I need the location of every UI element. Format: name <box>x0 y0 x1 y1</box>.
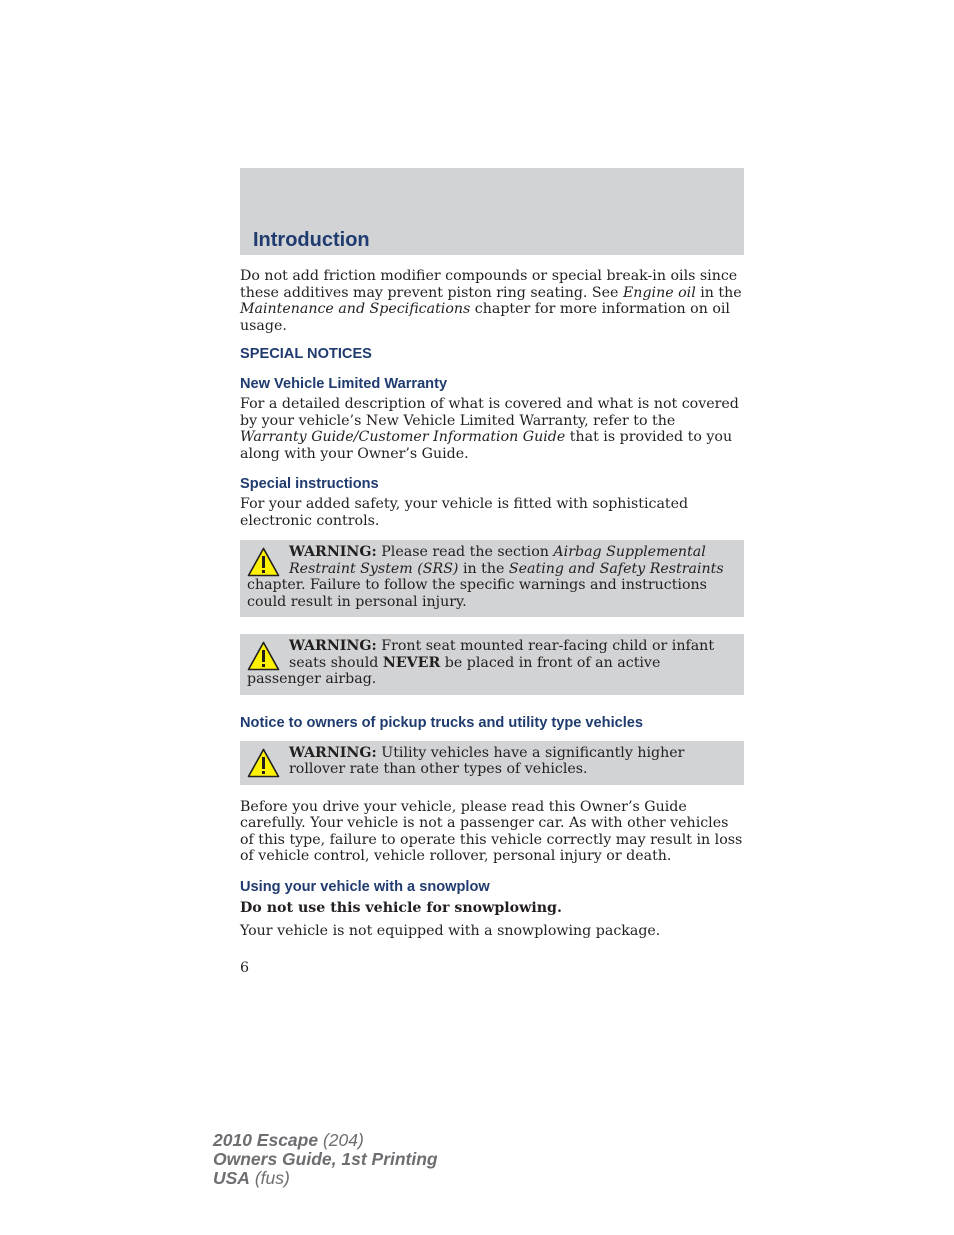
snowplow-paragraph: Your vehicle is not equipped with a snowplowing package. <box>240 923 661 939</box>
snowplow-heading: Using your vehicle with a snowplow <box>240 878 490 895</box>
section-header-band <box>240 168 744 255</box>
footer-line-1 <box>213 1131 438 1150</box>
warning-text-2: be placed in front of an active passenger airbag. <box>247 654 661 687</box>
warning-box-child-seat <box>240 634 744 695</box>
warning-triangle-icon <box>247 748 280 778</box>
pickup-notice-heading: Notice to owners of pickup trucks and utility type vehicles <box>240 714 644 731</box>
warning-text-2: in the <box>458 560 509 577</box>
warning-box-rollover <box>240 741 744 785</box>
special-instructions-paragraph: For your added safety, your vehicle is fitted with sophisticated electronic controls. <box>240 496 689 529</box>
warning-triangle-icon <box>247 641 280 671</box>
pickup-paragraph: Before you drive your vehicle, please read this Owner’s Guide carefully. Your vehicle is not a passenger car. As with other vehicles of this type, failure to operate this vehicle correctly may result in loss of vehicle control, vehicle rollover, personal injury or death. <box>240 798 743 864</box>
footer-model-code: (204) <box>318 1130 364 1150</box>
intro-text-2: in the <box>695 284 742 301</box>
airbag-section-reference: Airbag Supplemental Restraint System (SRS) <box>289 544 706 577</box>
warning-triangle-icon <box>247 547 280 577</box>
warning-text: Front seat mounted rear-facing child or infant seats should <box>289 638 715 671</box>
footer-market: USA <box>213 1168 250 1188</box>
footer-line-2 <box>213 1150 438 1169</box>
warning-text-3: chapter. Failure to follow the specific warnings and instructions could result in personal injury. <box>247 577 707 610</box>
footer-market-code: (fus) <box>249 1168 290 1188</box>
warning-never-emphasis: NEVER <box>382 654 441 671</box>
footer-model: 2010 Escape <box>213 1130 319 1150</box>
warning-label: WARNING: <box>289 744 377 761</box>
intro-text: Do not add friction modifier compounds or special break-in oils since these additives may prevent piston ring seating. See <box>240 268 738 301</box>
warning-box-airbag <box>240 540 744 617</box>
warranty-text: For a detailed description of what is covered and what is not covered by your vehicle’s New Vehicle Limited Warranty, refer to the <box>240 396 739 429</box>
footer-guide-edition: Owners Guide, 1st Printing <box>213 1149 438 1169</box>
special-notices-heading: SPECIAL NOTICES <box>240 346 372 362</box>
snowplow-bold-statement: Do not use this vehicle for snowplowing. <box>240 899 562 916</box>
intro-paragraph <box>240 268 744 334</box>
special-instructions-heading: Special instructions <box>240 476 379 492</box>
intro-text-3: chapter for more information on oil usage. <box>240 301 730 334</box>
engine-oil-reference: Engine oil <box>622 284 696 301</box>
warranty-heading: New Vehicle Limited Warranty <box>240 376 448 392</box>
maintenance-chapter-reference: Maintenance and Specifications <box>240 301 471 317</box>
warranty-text-2: that is provided to you along with your Owner’s Guide. <box>240 429 733 462</box>
page-number: 6 <box>240 960 250 976</box>
warranty-paragraph <box>240 396 744 462</box>
footer-line-3 <box>213 1169 438 1188</box>
page-content <box>240 268 744 940</box>
warning-label: WARNING: <box>289 638 377 654</box>
seating-chapter-reference: Seating and Safety Restraints <box>508 560 724 577</box>
section-title: Introduction <box>253 229 370 251</box>
footer-printing-info <box>213 1131 438 1188</box>
warning-text: Please read the section <box>376 544 554 560</box>
warning-text: Utility vehicles have a significantly higher rollover rate than other types of vehicles. <box>289 744 685 777</box>
warning-label: WARNING: <box>289 544 377 560</box>
warranty-guide-reference: Warranty Guide/Customer Information Guide <box>240 429 566 445</box>
